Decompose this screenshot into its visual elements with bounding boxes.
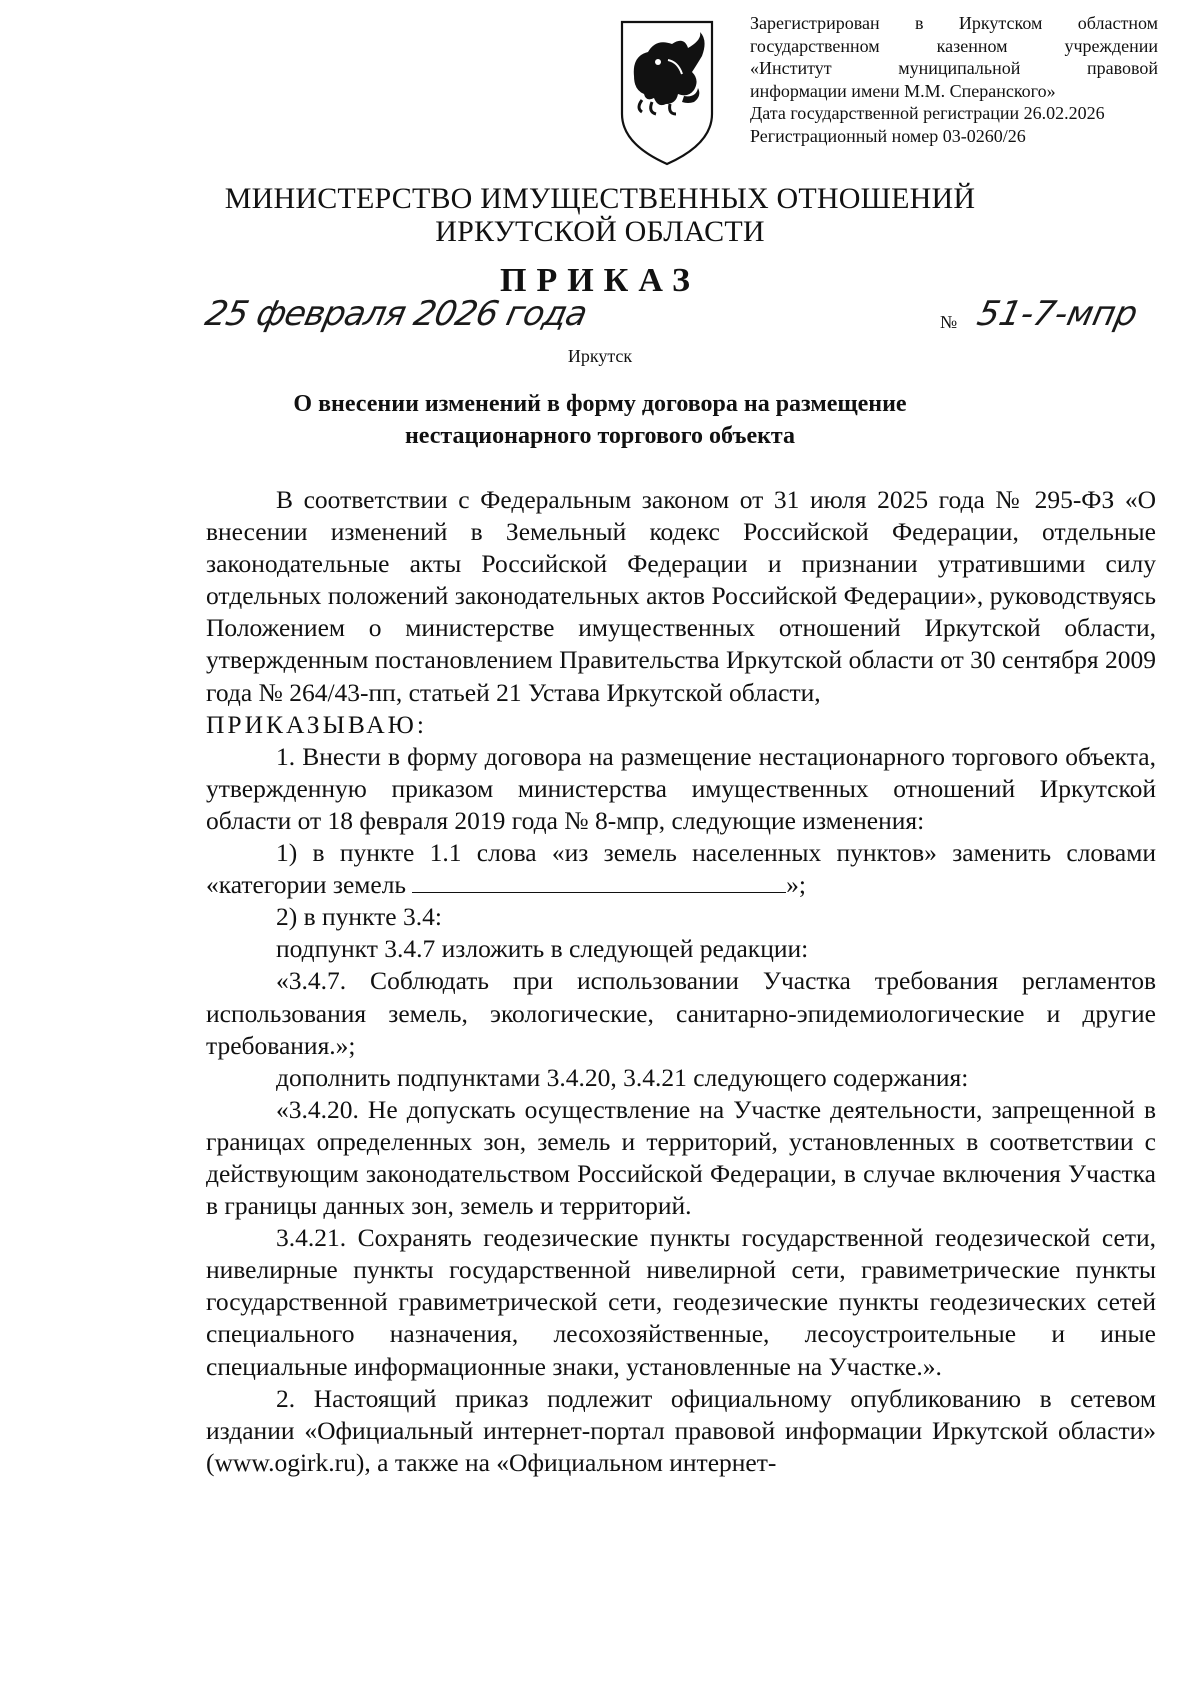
ministry-name-line: ИРКУТСКОЙ ОБЛАСТИ — [435, 215, 765, 248]
clause-2: 2. Настоящий приказ подлежит официальному опубликованию в сетевом издании «Официальный интернет-портал правовой информации Иркутской области» (www.ogirk.ru), а также на «Официальном интернет- — [206, 1383, 1156, 1477]
handwritten-date: 25 февраля 2026 года — [201, 294, 591, 334]
clause-1-item-2: 2) в пункте 3.4: — [276, 902, 442, 932]
subclause-intro: дополнить подпунктами 3.4.20, 3.4.21 следующего содержания: — [276, 1062, 969, 1092]
registration-line: государственном казенном учреждении — [750, 35, 1158, 56]
subclause-3-4-20: «3.4.20. Не допускать осуществление на Участке деятельности, запрещенной в границах определенных зон, земель и территорий, установленных в соответствии с действующим законодательством Российской Федерации, в случае включения Участка в границы данных зон, земель и территорий. — [206, 1094, 1156, 1221]
order-word: ПРИКАЗЫВАЮ: — [206, 709, 427, 739]
document-body — [206, 484, 1156, 1479]
document-type: ПРИКАЗ — [500, 262, 700, 299]
subclause-3-4-21: 3.4.21. Сохранять геодезические пункты государственной геодезической сети, нивелирные пункты государственной нивелирной сети, гравиметрические пункты государственной гравиметрической сети, геодезические пункты геодезических сетей специального назначения, лесохозяйственные, лесоустроительные и иные специальные информационные знаки, установленные на Участке.». — [206, 1223, 1156, 1381]
registration-line: информации имени М.М. Сперанского» — [750, 80, 1056, 101]
subclause-intro: подпункт 3.4.7 изложить в следующей редакции: — [276, 934, 809, 964]
registration-line: «Институт муниципальной правовой — [750, 58, 1158, 78]
clause-1: 1. Внести в форму договора на размещение нестационарного торгового объекта, утвержденную приказом министерства имущественных отношений Иркутской области от 18 февраля 2019 года № 8-мпр, следующие изменения: — [206, 741, 1156, 835]
number-label: № — [940, 312, 958, 332]
document-title-line: О внесении изменений в форму договора на размещение — [293, 391, 907, 417]
irkutsk-coat-of-arms-icon — [618, 18, 716, 166]
clause-text: »; — [786, 870, 806, 900]
preamble-paragraph: В соответствии с Федеральным законом от 31 июля 2025 года № 295-ФЗ «О внесении изменений в Земельный кодекс Российской Федерации, отдельные законодательные акты Российской Федерации и признании утратившими силу отдельных положений законодательных актов Российской Федерации», руководствуясь Положением о министерстве имущественных отношений Иркутской области, утвержденным постановлением Правительства Иркутской области от 30 сентября 2009 года № 264/43-пп, статьей 21 Устава Иркутской области, — [206, 485, 1156, 707]
ministry-name — [0, 182, 1200, 248]
registration-line: Зарегистрирован в Иркутском областном — [750, 13, 1158, 33]
city: Иркутск — [567, 346, 633, 366]
registration-stamp — [750, 12, 1158, 147]
subclause-3-4-7: «3.4.7. Соблюдать при использовании Участка требования регламентов использования земель, экологические, санитарно-эпидемиологические и другие требования.»; — [206, 966, 1156, 1060]
document-title — [0, 388, 1200, 452]
registration-date: Дата государственной регистрации 26.02.2026 — [750, 103, 1105, 123]
fill-in-blank — [412, 870, 786, 893]
handwritten-number: 51-7-мпр — [973, 294, 1142, 334]
ministry-name-line: МИНИСТЕРСТВО ИМУЩЕСТВЕННЫХ ОТНОШЕНИЙ — [224, 182, 976, 215]
document-title-line: нестационарного торгового объекта — [404, 423, 796, 449]
registration-number: Регистрационный номер 03-0260/26 — [750, 125, 1026, 146]
clause-1-item-1 — [206, 837, 1156, 901]
clause-text: 1) в пункте 1.1 слова «из земель населенных пунктов» заменить словами «категории земель — [206, 838, 1156, 900]
